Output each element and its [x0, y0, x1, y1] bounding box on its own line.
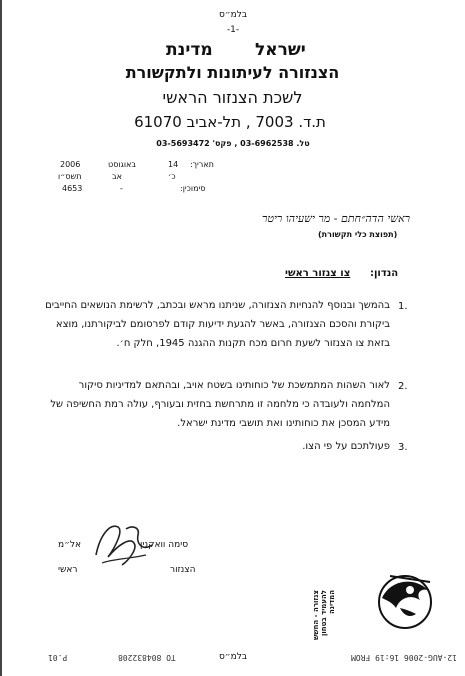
header-phones: טל. 03-6962538 , פקס' 03-5693472 [156, 139, 310, 148]
hebrew-year: תשס״ו [58, 172, 82, 181]
recipient-distribution: (תפוצת כלי תקשורת) [318, 230, 398, 239]
date-day: 14 [168, 160, 179, 169]
date-label: תאריך: [190, 160, 214, 169]
date-year: 2006 [60, 160, 81, 169]
censorship-logo [370, 568, 440, 640]
reference-label: סימוכין: [180, 184, 206, 193]
signatory-title: הצנזור [170, 565, 196, 575]
subject-value: צו צנזור ראשי [285, 268, 351, 279]
header-org: הצנזורה לעיתונות ולתקשורת [125, 63, 340, 82]
page-number: -1- [226, 25, 240, 35]
paragraph-text: בהמשך ובנוסף להנחיות הצנזורה, שניתנו מראש ובכתב, לרשימת הנושאים החייבים ביקורת והסכם הצנזורה, באשר להגעת ידיעות קודם לפרסומם לביקורתנו, מוצא בזאת צו הצנזור לשעת חרום מכח תקנות ההגנה 1945, חלק ח׳. [45, 300, 390, 349]
signatory-name: סימה וואקנין [140, 540, 189, 550]
paragraph-number: 3. [398, 442, 408, 453]
subject-label: הנדון: [370, 268, 399, 279]
signatory-rank: אל״מ [58, 540, 82, 550]
fax-footer [8, 652, 463, 662]
hebrew-day: כ׳ [168, 172, 176, 181]
paragraph-number: 1. [398, 301, 408, 312]
fax-page: P.01 [48, 653, 68, 662]
scan-edge [0, 0, 2, 676]
reference-dash: - [120, 184, 123, 193]
header-state-left: מדינת [166, 40, 213, 60]
header-address: ת.ד. 7003 , תל-אביב 61070 [134, 113, 326, 131]
fax-to: TO 804832208 [118, 653, 176, 662]
recipient-handwritten: ראשי הדה״חתם - מר ישעיהו ריטר [261, 212, 410, 225]
signatory-title: ראשי [58, 565, 78, 575]
date-month: באוגוסט [108, 160, 137, 169]
reference-number: 4653 [62, 184, 83, 193]
hebrew-month: אב [112, 172, 122, 181]
header-office: לשכת הצנזור הראשי [162, 88, 303, 107]
paragraph-text: לאור השהות המתמשכת של כוחותינו בשטח אויב, ובהתאם למדיניות סיקור המלחמה ולעובדה כי מלחמה זו מתרחשת בחזית ובעורף, עולה רמת החשיפה של מידע המסכן את כוחותינו ואת תושבי מדינת ישראל. [50, 380, 390, 429]
logo-caption: צנזורה - החשש להעמיד בטחון המדינה [312, 590, 336, 640]
header-state-right: ישראל [255, 40, 306, 60]
fax-date-time: 12-AUG-2006 16:19 FROM [351, 653, 457, 662]
paragraph-number: 2. [398, 381, 408, 392]
classification-bottom: בלמ״ס [218, 652, 248, 662]
paragraph-text: פעולתכם על פי הצו. [302, 441, 390, 452]
classification-top: בלמ״ס [218, 10, 248, 20]
